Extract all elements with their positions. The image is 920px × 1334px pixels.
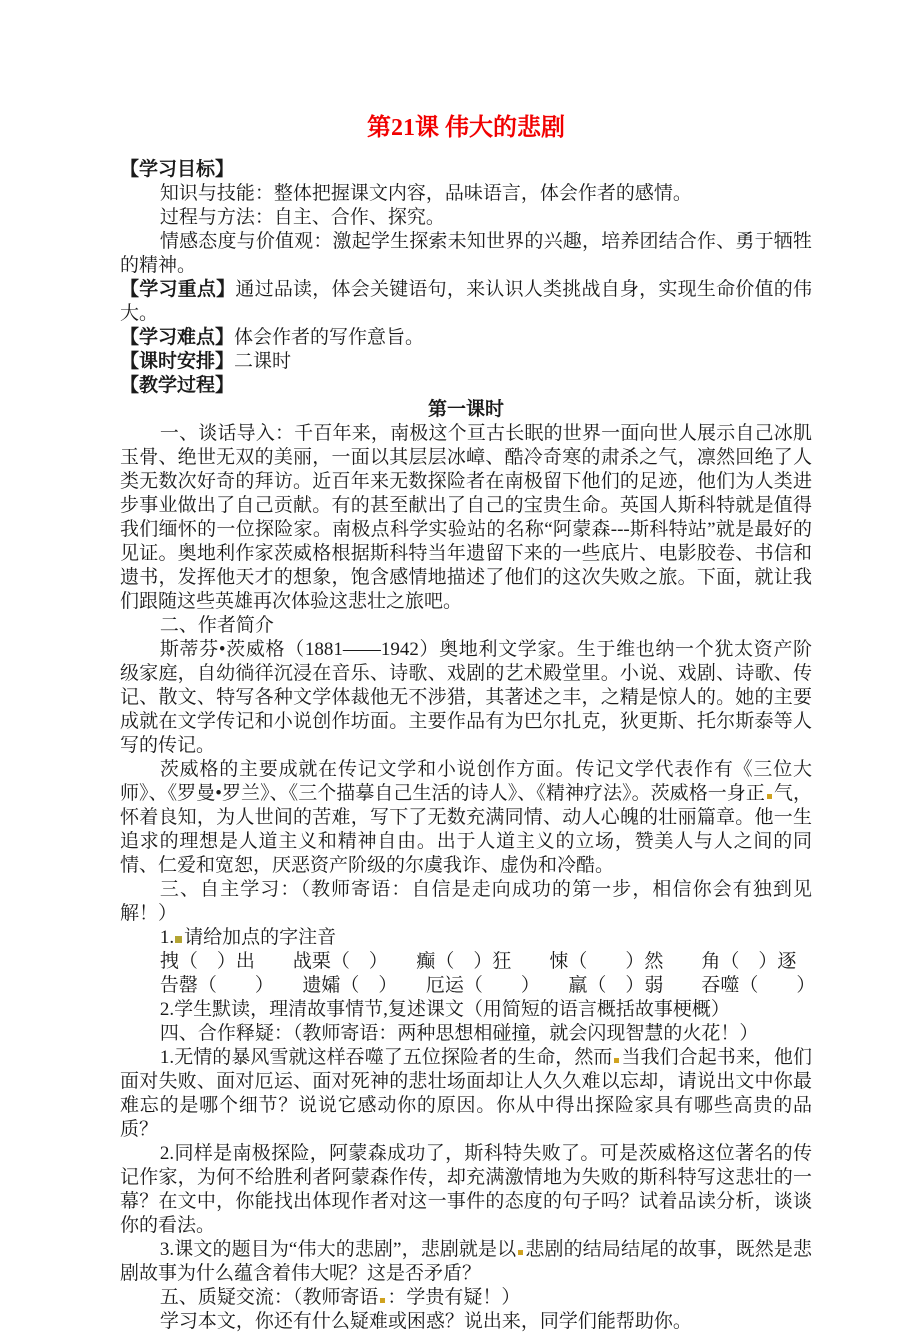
learning-goals-heading <box>120 158 812 182</box>
pinyin-blanks-row-1 <box>120 950 812 974</box>
question-3 <box>120 1238 812 1286</box>
learning-focus <box>120 278 812 326</box>
lesson-title <box>120 112 812 144</box>
text-segment: 二、作者简介 <box>159 615 274 636</box>
text-segment: 2.学生默读，理清故事情节,复述课文（用简短的语言概括故事梗概） <box>159 999 730 1020</box>
text-segment: 斯蒂芬•茨威格（1881——1942）奥地利文学家。生于维也纳一个犹太资产阶级家庭，自幼徜徉沉浸在音乐、诗歌、戏剧的艺术殿堂里。小说、戏剧、诗歌、传记、散文、特写各种文学体裁他无不涉猎，其著述之丰，之精是惊人的。她的主要成就在文学传记和小说创作坊面。主要作品有为巴尔扎克，狄更斯、托尔斯泰等人写的传记。 <box>120 639 812 756</box>
spellcheck-mark <box>175 936 182 943</box>
question-1 <box>120 1046 812 1142</box>
question-2 <box>120 1142 812 1238</box>
closing-line <box>120 1310 812 1334</box>
text-segment: 1.无情的暴风雪就这样吞噬了五位探险者的生命，然而 <box>159 1047 613 1068</box>
text-segment: 知识与技能：整体把握课文内容，品味语言，体会作者的感情。 <box>159 183 692 204</box>
bold-label: 【教学过程】 <box>120 375 235 396</box>
text-segment: 第21课 伟大的悲剧 <box>367 115 565 141</box>
text-segment: 一、谈话导入：千百年来，南极这个亘古长眠的世界一面向世人展示自己冰肌玉骨、绝世无双的美丽，一面以其层层冰嶂、酷冷奇寒的肃杀之气，凛然回绝了人类无数次好奇的拜访。近百年来无数探险者在南极留下他们的足迹，他们为人类进步事业做出了自己贡献。有的甚至献出了自己的宝贵生命。英国人斯科特就是值得我们缅怀的一位探险家。南极点科学实验站的名称“阿蒙森---斯科特站”就是最好的见证。奥地利作家茨威格根据斯科特当年遗留下来的一些底片、电影胶卷、书信和遗书，发挥他天才的想象，饱含感情地描述了他们的这次失败之旅。下面，就让我们跟随这些英雄再次体验这悲壮之旅吧。 <box>120 423 812 612</box>
self-study-heading <box>120 878 812 926</box>
spellcheck-mark <box>767 794 772 799</box>
text-segment: 情感态度与价值观：激起学生探索未知世界的兴趣，培养团结合作、勇于牺牲的精神。 <box>120 231 812 276</box>
bold-label: 【课时安排】 <box>120 351 235 372</box>
doubt-exchange-heading <box>120 1286 812 1310</box>
text-segment: 过程与方法：自主、合作、探究。 <box>159 207 445 228</box>
bold-label: 【学习重点】 <box>120 279 236 300</box>
text-segment: 气，怀着良知，为人世间的苦难，写下了无数充满同情、动人心魄的壮丽篇章。他一生追求的理想是人道主义和精神自由。出于人道主义的立场，赞美人与人之间的同情、仁爱和宽恕，厌恶资产阶级的尔虞我诈、虚伪和冷酷。 <box>120 783 812 876</box>
teaching-process-heading <box>120 374 812 398</box>
text-segment: 1. <box>159 927 175 948</box>
text-segment: 拽（ ）出 战栗（ ） 癫（ ）狂 悚（ ）然 角（ ）逐 <box>159 951 797 972</box>
text-segment: 体会作者的写作意旨。 <box>234 327 425 348</box>
bold-label: 【学习难点】 <box>120 327 235 348</box>
para-author-bio-2 <box>120 758 812 878</box>
text-segment: 当我们合起书来，他们面对失败、面对厄运、面对死神的悲壮场面却让人久久难以忘却，请说出文中你最难忘的是哪个细节？说说它感动你的原因。你从中得出探险家具有哪些高贵的品质？ <box>120 1047 812 1140</box>
first-period-heading <box>120 398 812 422</box>
text-segment: 二课时 <box>234 351 292 372</box>
goal-emotion-values <box>120 230 812 278</box>
text-segment: 3.课文的题目为“伟大的悲剧”，悲剧就是以 <box>159 1239 517 1260</box>
text-segment: 三、自主学习：（教师寄语：自信是走向成功的第一步，相信你会有独到见解！） <box>120 879 812 924</box>
cooperative-inquiry-heading <box>120 1022 812 1046</box>
text-segment: 2.同样是南极探险，阿蒙森成功了，斯科特失败了。可是茨威格这位著名的传记作家，为何不给胜利者阿蒙森作传，却充满激情地为失败的斯科特写这悲壮的一幕？在文中，你能找出体现作者对这一事件的态度的句子吗？试着品读分析，谈谈你的看法。 <box>120 1143 812 1236</box>
text-segment: 悲剧的结局结尾的故事，既然是悲剧故事为什么蕴含着伟大呢？这是否矛盾？ <box>120 1239 812 1284</box>
text-segment: 茨威格的主要成就在传记文学和小说创作方面。传记文学代表作有《三位大师》、《罗曼•罗兰》、《三个描摹自己生活的诗人》、《精神疗法》。茨威格一身正 <box>120 759 812 804</box>
text-segment: 通过品读，体会关键语句，来认识人类挑战自身，实现生命价值的伟大。 <box>120 279 812 324</box>
author-intro-heading <box>120 614 812 638</box>
document-body <box>120 112 816 1334</box>
bold-label: 【学习目标】 <box>120 159 235 180</box>
para-lead-in <box>120 422 812 614</box>
text-segment: 学习本文，你还有什么疑难或困惑？说出来，同学们能帮助你。 <box>159 1311 692 1332</box>
bold-label: 第一课时 <box>427 399 504 420</box>
spellcheck-mark <box>614 1058 619 1063</box>
goal-knowledge-skills <box>120 182 812 206</box>
pinyin-task-heading <box>120 926 812 950</box>
pinyin-blanks-row-2 <box>120 974 816 998</box>
goal-process-method <box>120 206 812 230</box>
silent-reading-task <box>120 998 812 1022</box>
text-segment: 五、质疑交流：（教师寄语 <box>159 1287 379 1308</box>
spellcheck-mark <box>380 1298 385 1303</box>
text-segment: 告罄（ ） 遗孀（ ） 厄运（ ） 羸（ ）弱 吞噬（ ） <box>159 975 816 996</box>
text-segment: 请给加点的字注音 <box>184 927 337 948</box>
spellcheck-mark <box>518 1250 523 1255</box>
text-segment: 四、合作释疑：（教师寄语：两种思想相碰撞，就会闪现智慧的火花！） <box>159 1023 759 1044</box>
text-segment: ：学贵有疑！） <box>387 1287 521 1308</box>
learning-difficulty <box>120 326 812 350</box>
class-hours <box>120 350 812 374</box>
para-author-bio-1 <box>120 638 812 758</box>
